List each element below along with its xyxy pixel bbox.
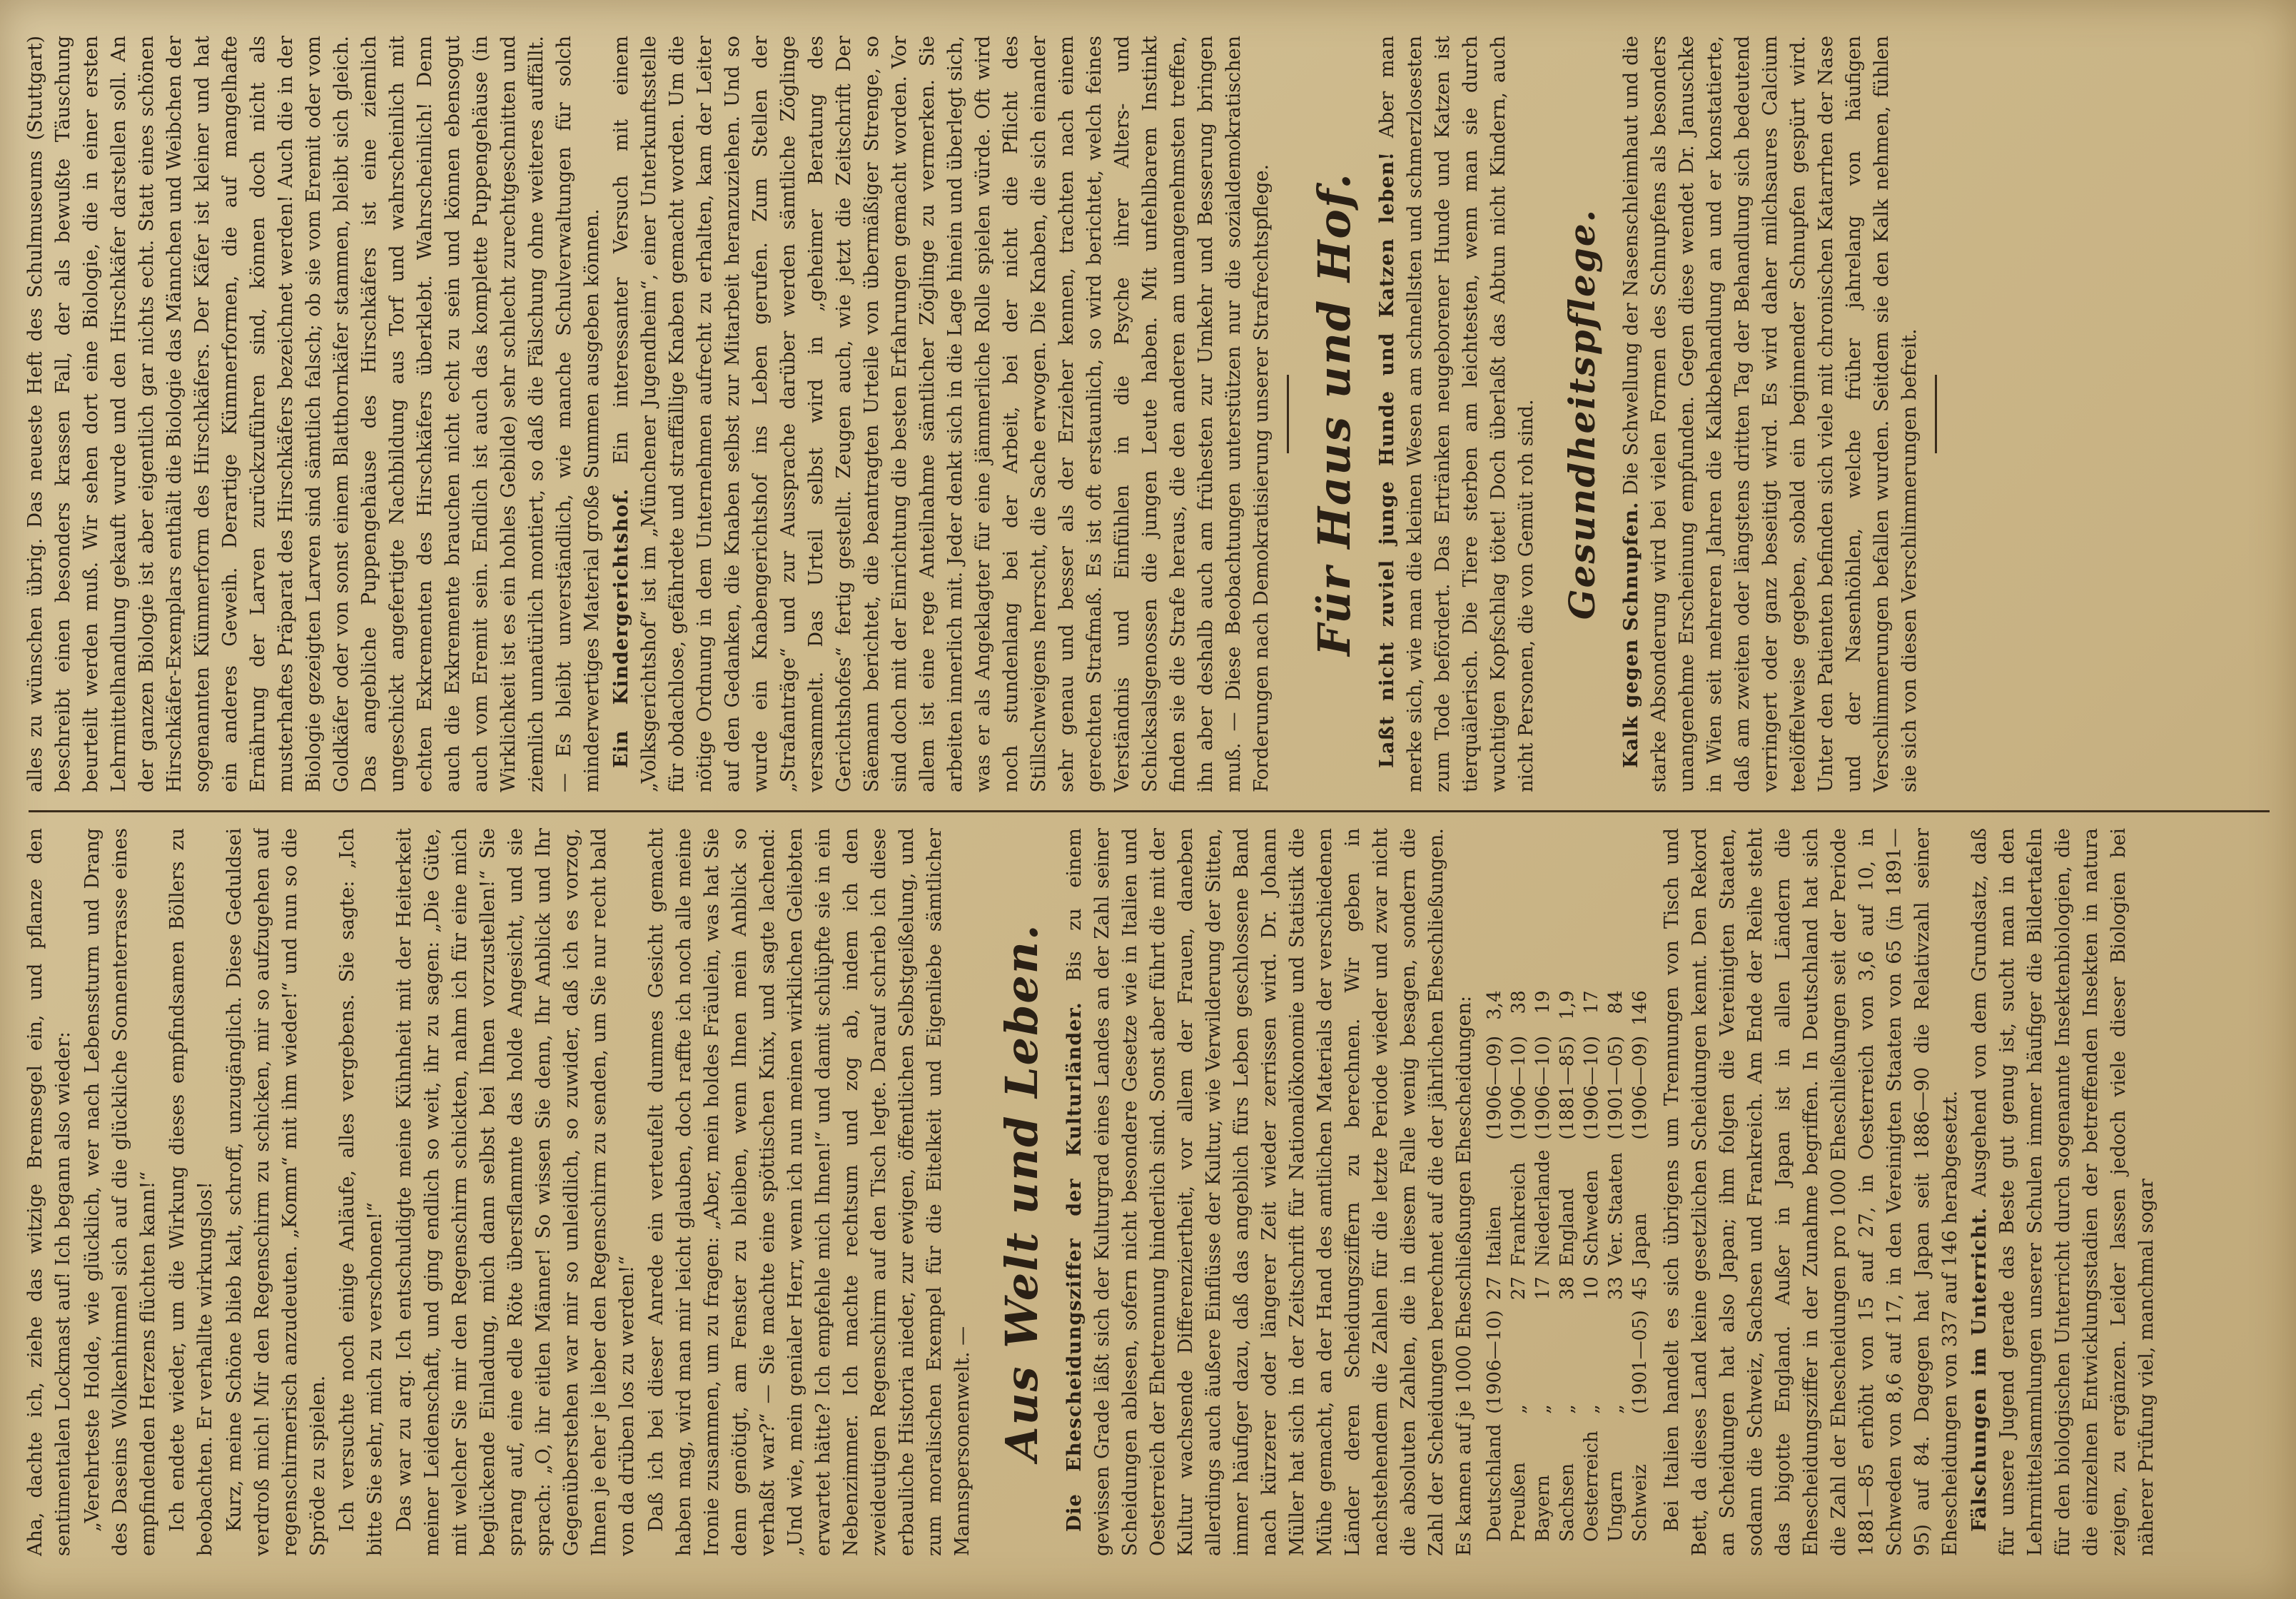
paragraph: Das war zu arg. Ich entschuldigte meine Kühnheit mit der Heiterkeit meiner Leidenschaft, und ging endlich so weit, ihr zu sagen: „Die Güte, mit welcher Sie mir den Regenschirm schickten, nahm ich für eine mich beglückende Einladung, mich dann selbst bei Ihnen vorzustellen!“ Sie sprang auf, eine edle Röte übersflammte das holde Angesicht, und sie sprach: „O, ihr eitlen Männer! So wissen Sie denn, Ihr Anblick und Ihr Gegenüberstehen war mir so unleidlich, so zuwider, daß ich es vorzog, Ihnen je eher je lieber den Regenschirm zu senden, um Sie nur recht bald von da drüben los zu werden!“ <box>393 828 638 1556</box>
table-cell: 38 <box>1508 990 1529 1014</box>
paragraph: Daß ich bei dieser Anrede ein verteufelt dummes Gesicht gemacht haben mag, wird man mir leicht glauben, doch raffte ich noch alle meine Ironie zusammen, um zu fragen: „Aber, mein holdes Fräulein, was hat Sie denn genötigt, am Fenster zu bleiben, wenn Ihnen mein Anblick so verhaßt war?“ — Sie machte eine spöttischen Knix, und sagte lachend: „Und wie, mein genialer Herr, wenn ich nun meinen wirklichen Geliebten erwartet hätte? Ich empfehle mich Ihnen!“ und damit schlüpfte sie in ein Nebenzimmer. Ich machte rechtsum und zog ab, indem ich den zweideutigen Regenschirm auf den Tisch legte. Darauf schrieb ich diese erbauliche Historia nieder, zur ewigen, öffentlichen Selbstgeißelung, und zum moralischen Exempel für die Eitelkeit und Eigenliebe sämtlicher Mannspersonenwelt. — <box>645 828 973 1556</box>
column-left <box>21 828 2277 1556</box>
table-cell: Sachsen <box>1557 1463 1578 1542</box>
table-cell: 17 <box>1581 990 1602 1014</box>
article-body: Ausgehend von dem Grundsatz, daß für unsere Jugend gerade das Beste gut genug ist, sucht man in den Lehrmittelsammlungen unserer Schulen immer häufiger die Bildertafeln für den biologischen Unterricht durch sogenannte Insektenbiologien, die die einzelnen Entwicklungsstadien der betreffenden Insekten in natura zeigen, zu ergänzen. Leider lassen jedoch viele dieser Biologien bei näherer Prüfung viel, manchmal sogar <box>1968 828 2158 1556</box>
section-title-aus-welt-und-leben: Aus Welt und Leben. <box>996 923 1048 1461</box>
article-body: Aber man merke sich, wie man die kleinen Wesen am schnellsten und schmerzlosesten zum Tode befördert. Das Ertränken neugeborener Hunde und Katzen ist tierquälerisch. Die Tiere sterben am leichtesten, wenn man sie durch wuchtigen Kopfschlag tötet! Doch überlaßt das Abtun nicht Kindern, auch nicht Personen, die von Gemüt roh sind. <box>1376 36 1537 792</box>
column-divider <box>29 810 2270 812</box>
table-cell: Japan <box>1629 1213 1651 1267</box>
table-cell: „ <box>1508 1404 1529 1414</box>
table-cell: (1901—05) <box>1605 1036 1627 1140</box>
table-cell: (1881—85) <box>1557 1036 1578 1140</box>
article-body: Ein interessanter Versuch mit einem „Volksgerichtshof“ ist im „Münchener Jugendheim“, einer Unterkunftsstelle für obdachlose, gefährdete und straffällige Knaben gemacht worden. Um die nötige Ordnung in dem Unternehmen aufrecht zu erhalten, kam der Leiter auf den Gedanken, die Knaben selbst zur Mitarbeit heranzuziehen. Und so wurde ein Knabengerichtshof ins Leben gerufen. Zum Stellen der „Strafanträge“ und zur Aussprache darüber werden sämtliche Zöglinge versammelt. Das Urteil selbst wird in „geheimer Beratung des Gerichtshofes“ fertig gestellt. Zeugen auch, wie jetzt die Zeitschrift Der Säemann berichtet, die beantragten Urteile von übermäßiger Strenge, so sind doch mit der Einrichtung die besten Erfahrungen gemacht worden. Vor allem ist eine rege Anteilnahme sämtlicher Zöglinge zu vermerken. Sie arbeiten innerlich mit. Jeder denkt sich in die Lage hinein und überlegt sich, was er als Angeklagter für eine jämmerliche Rolle spielen würde. Oft wird noch stundenlang bei der Arbeit, bei der nicht die Pflicht des Stillschweigens herrscht, die Sache erwogen. Die Knaben, die sich einander sehr genau und besser als der Erzieher kennen, trachten nach einem gerechten Strafmaß. Es ist oft erstaunlich, so wird berichtet, welch feines Verständnis und Einfühlen in die Psyche ihrer Alters- und Schicksalsgenossen die jungen Leute haben. Mit unfehlbarem Instinkt finden sie die Strafe heraus, die den anderen am unangenehmsten treffen, ihn aber deshalb auch am frühesten zur Umkehr und Besserung bringen muß. — Diese Beobachtungen unterstützen nur die sozialdemokratischen Forderungen nach Demokratisierung unserer Strafrechtspflege. <box>610 36 1273 792</box>
table-cell: 17 <box>1532 1276 1554 1301</box>
table-cell: 38 <box>1557 1276 1578 1301</box>
article-body: Bis zu einem gewissen Grade läßt sich der Kulturgrad eines Landes an der Zahl seiner Scheidungen ablesen, sofern nicht besondere Gesetze wie in Italien und Oesterreich der Ehetrennung hinderlich sind. Sonst aber führt die mit der Kultur wachsende Differenziertheit, vor allem der Frauen, daneben allerdings auch äußere Einflüsse der Kultur, wie Verwilderung der Sitten, immer häufiger dazu, daß das angeblich fürs Leben geschlossene Band nach kürzerer oder längerer Zeit wieder zerrissen wird. Dr. Johann Müller hat sich in der Zeitschrift für Nationalökonomie und Statistik die Mühe gemacht, an der Hand des amtlichen Materials der verschiedenen Länder deren Scheidungsziffern zu berechnen. Wir geben in nachstehendem die Zahlen für die letzte Periode wieder und zwar nicht die absoluten Zahlen, die in diesem Falle wenig besagen, sondern die Zahl der Scheidungen berechnet auf die der jährlichen Eheschließungen. Es kamen auf je 1000 Eheschließungen Ehescheidungen: <box>1063 828 1475 1556</box>
table-row <box>1531 980 1555 1542</box>
article-kindergerichtshof <box>607 36 1275 792</box>
paragraph: Aha, dachte ich, ziehe das witzige Bremsegel ein, und pflanze den sentimentalen Lockmast auf! Ich begann also wieder: <box>24 828 74 1556</box>
article-hunde-katzen <box>1373 36 1540 792</box>
section-divider <box>1935 375 1937 453</box>
table-cell: (1906—10) <box>1484 1310 1505 1414</box>
table-cell: 84 <box>1605 990 1627 1014</box>
paragraph: „Verehrteste Holde, wie glücklich, wer nach Lebenssturm und Drang des Daseins Wolkenhimmel sich auf die glückliche Sonnenterrasse eines empfindenden Herzens flüchten kann!“ <box>81 828 159 1556</box>
table-cell: Bayern <box>1532 1475 1554 1542</box>
article-lead: Kalk gegen Schnupfen. <box>1620 501 1642 768</box>
table-cell: (1906—09) <box>1484 1036 1505 1140</box>
table-cell: 19 <box>1532 990 1554 1014</box>
table-cell: (1906—10) <box>1581 1036 1602 1140</box>
table-cell: Preußen <box>1508 1462 1529 1542</box>
table-row <box>1604 980 1628 1542</box>
table-cell: 27 <box>1508 1276 1529 1301</box>
article-lead: Die Ehescheidungsziffer der Kulturländer. <box>1063 1002 1086 1532</box>
table-cell: (1906—10) <box>1508 1036 1529 1140</box>
paragraph: Bei Italien handelt es sich übrigens um Trennungen von Tisch und Bett, da dieses Land keine gesetzlichen Scheidungen kennt. Den Rekord an Scheidungen hat also Japan; ihm folgen die Vereinigten Staaten, sodann die Schweiz, Sachsen und Frankreich. Am Ende der Reihe steht das bigotte England. Außer in Japan ist in allen Ländern die Ehescheidungsziffer in der Zunahme begriffen. In Deutschland hat sich die Zahl der Ehescheidungen pro 1000 Eheschließungen seit der Periode 1881—85 erhöht von 15 auf 27, in Oesterreich von 3,6 auf 10, in Schweden von 8,6 auf 17, in den Vereinigten Staaten von 65 (in 1891—95) auf 84. Dagegen hat Japan seit 1886—90 die Relativzahl seiner Ehescheidungen von 337 auf 146 herabgesetzt. <box>1661 828 1961 1556</box>
section-divider <box>1287 375 1289 453</box>
table-cell: 45 <box>1629 1276 1651 1301</box>
section-title-haus-und-hof: Für Haus und Hof. <box>1308 172 1360 656</box>
paragraph: Ich versuchte noch einige Anläufe, alles vergebens. Sie sagte: „Ich bitte Sie sehr, mich zu verschonen!“ <box>336 828 386 1556</box>
article-lead: Ein Kindergerichtshof. <box>610 488 632 768</box>
table-cell: 1,9 <box>1557 990 1578 1020</box>
table-cell: (1901—05) <box>1629 1310 1651 1414</box>
table-cell: England <box>1557 1188 1578 1267</box>
article-lead: Laßt nicht zuviel junge Hunde und Katzen leben! <box>1376 151 1398 768</box>
table-cell: „ <box>1557 1404 1578 1414</box>
article-kalk-schnupfen <box>1617 36 1923 792</box>
table-cell: Schweden <box>1581 1169 1602 1267</box>
table-row <box>1555 980 1579 1542</box>
article-ehescheidung <box>1061 828 1478 1556</box>
table-row <box>1579 980 1604 1542</box>
divorce-statistics-table <box>1482 980 1652 1542</box>
table-cell: „ <box>1581 1404 1602 1414</box>
column-right <box>21 36 2277 792</box>
table-cell: Italien <box>1484 1206 1505 1267</box>
paragraph: Kurz, meine Schöne blieb kalt, schroff, unzugänglich. Diese Geduldsei verdroß mich! Mir den Regenschirm zu schicken, mir so aufzugehen auf regenschirmerisch anzudeuten. „Komm“ mit ihm wieder!“ und nun so die Spröde zu spielen. <box>223 828 329 1556</box>
table-cell: „ <box>1532 1404 1554 1414</box>
table-cell: Deutschland <box>1484 1423 1505 1542</box>
paragraph: Ich endete wieder, um die Wirkung dieses empfindsamen Böllers zu beobachten. Er verhallte wirkungslos! <box>166 828 216 1556</box>
table-cell: Frankreich <box>1508 1162 1529 1267</box>
table-cell: (1906—10) <box>1532 1036 1554 1140</box>
table-cell: Ver. Staaten <box>1605 1152 1627 1267</box>
table-cell: Schweiz <box>1629 1464 1651 1542</box>
table-cell: 146 <box>1629 990 1651 1027</box>
table-cell: (1906—09) <box>1629 1036 1651 1140</box>
section-title-gesundheitspflege: Gesundheitspflege. <box>1561 208 1603 620</box>
table-row <box>1628 980 1652 1542</box>
table-cell: „ <box>1605 1404 1627 1414</box>
table-row <box>1507 980 1531 1542</box>
table-cell: 10 <box>1581 1276 1602 1301</box>
article-faelschungen <box>1966 828 2160 1556</box>
paragraph: alles zu wünschen übrig. Das neueste Heft des Schulmuseums (Stuttgart) beschreibt einen besonders krassen Fall, der als bewußte Täuschung beurteilt werden muß. Wir sehen dort eine Biologie, die in einer ersten Lehrmittelhandlung gekauft wurde und den Hirschkäfer darstellen soll. An der ganzen Biologie ist aber eigentlich gar nichts echt. Statt eines schönen Hirschkäfer-Exemplars enthält die Biologie das Männchen und Weibchen der sogenannten Kümmerform des Hirschkäfers. Der Käfer ist kleiner und hat ein anderes Geweih. Derartige Kümmerformen, die auf mangelhafte Ernährung der Larven zurückzuführen sind, können doch nicht als musterhaftes Präparat des Hirschkäfers bezeichnet werden! Auch die in der Biologie gezeigten Larven sind sämtlich falsch; ob sie vom Eremit oder vom Goldkäfer oder von sonst einem Blatthornkäfer stammen, bleibt sich gleich. Das angebliche Puppengehäuse des Hirschkäfers ist eine ziemlich ungeschickt angefertigte Nachbildung aus Torf und wahrscheinlich mit echten Exkrementen des Hirschkäfers überklebt. Wahrscheinlich! Denn auch die Exkremente brauchen nicht echt zu sein und können ebensogut auch vom Eremit sein. Endlich ist auch das komplette Puppengehäuse (in Wirklichkeit ist es ein hohles Gebilde) sehr schlecht zurechtgeschnitten und ziemlich unnatürlich montiert, so daß die Fälschung ohne weiteres auffällt. — Es bleibt unverständlich, wie manche Schulverwaltungen für solch minderwertiges Material große Summen ausgeben können. <box>24 36 603 792</box>
table-cell: 3,4 <box>1484 990 1505 1020</box>
table-row <box>1482 980 1507 1542</box>
table-cell: 27 <box>1484 1276 1505 1301</box>
table-cell: Oesterreich <box>1581 1431 1602 1542</box>
article-body: Die Schwellung der Nasenschleimhaut und die starke Absonderung wird bei vielen Formen des Schnupfens als besonders unangenehme Erscheinung empfunden. Gegen diese wendet Dr. Januschke in Wien seit mehreren Jahren die Kalkbehandlung an und er konstatierte, daß am zweiten oder längstens dritten Tag der Behandlung sich bedeutend verringert oder ganz beseitigt wird. Es wird daher milchsaures Calcium teelöffelweise gegeben, sobald ein beginnender Schnupfen gespürt wird. Unter den Patienten befinden sich viele mit chronischen Katarrhen der Nase und der Nasenhöhlen, welche früher jahrelang von häufigen Verschlimmerungen befallen wurden. Seitdem sie den Kalk nehmen, fühlen sie sich von diesen Verschlimmerungen befreit. <box>1620 36 1921 792</box>
table-cell: Niederlande <box>1532 1149 1554 1267</box>
table-cell: 33 <box>1605 1276 1627 1301</box>
table-cell: Ungarn <box>1605 1471 1627 1542</box>
article-lead: Fälschungen im Unterricht. <box>1968 1206 1991 1532</box>
